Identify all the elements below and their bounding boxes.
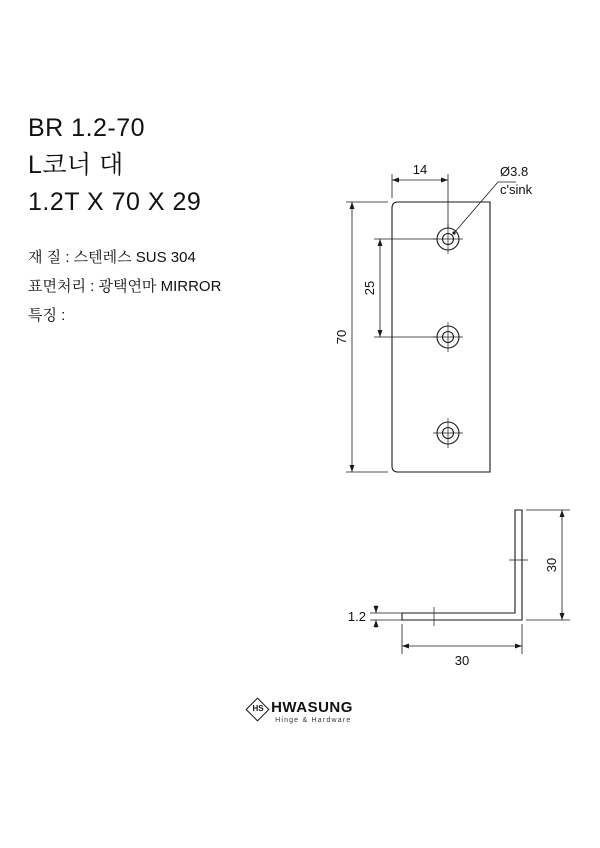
dim-label-hole-pitch-25: 25 [362, 280, 377, 296]
side-view-centermarks [434, 560, 528, 626]
dim-horizontal-leg-30 [402, 624, 522, 654]
dim-label-thickness-1-2: 1.2 [347, 609, 366, 624]
logo-tagline-text: Hinge & Hardware [275, 717, 352, 724]
property-surface-finish: 표면처리 : 광택연마 MIRROR [28, 278, 222, 295]
dim-label-width-14: 14 [412, 162, 428, 177]
property-list [28, 243, 328, 330]
logo-mark-text: HS [252, 704, 264, 713]
part-dimensions: 1.2T X 70 X 29 [28, 188, 202, 216]
property-material: 재 질 : 스텐레스 SUS 304 [28, 249, 196, 266]
dim-label-vertical-leg-30: 30 [544, 557, 559, 573]
leader-line [454, 182, 498, 233]
hole-callout-csink: c'sink [500, 182, 533, 197]
leader-dot [452, 231, 455, 234]
part-name: L코너 대 [28, 151, 124, 179]
manufacturer-logo [0, 700, 600, 727]
hole-group [433, 224, 463, 448]
hole-callout-diameter: Ø3.8 [500, 164, 529, 179]
dim-label-horizontal-leg-30: 30 [454, 653, 470, 668]
dim-width-14 [392, 174, 448, 228]
property-features: 특징 : [28, 307, 66, 324]
specification-block [28, 110, 328, 330]
dim-label-height-70: 70 [334, 329, 349, 345]
dim-hole-pitch-25 [374, 239, 436, 337]
side-view [402, 510, 522, 620]
technical-drawing [330, 150, 590, 690]
logo-brand-text: HWASUNG [271, 699, 353, 716]
logo-diamond-icon [247, 700, 269, 722]
angle-profile-outline [402, 510, 522, 620]
part-code: BR 1.2-70 [28, 114, 146, 142]
